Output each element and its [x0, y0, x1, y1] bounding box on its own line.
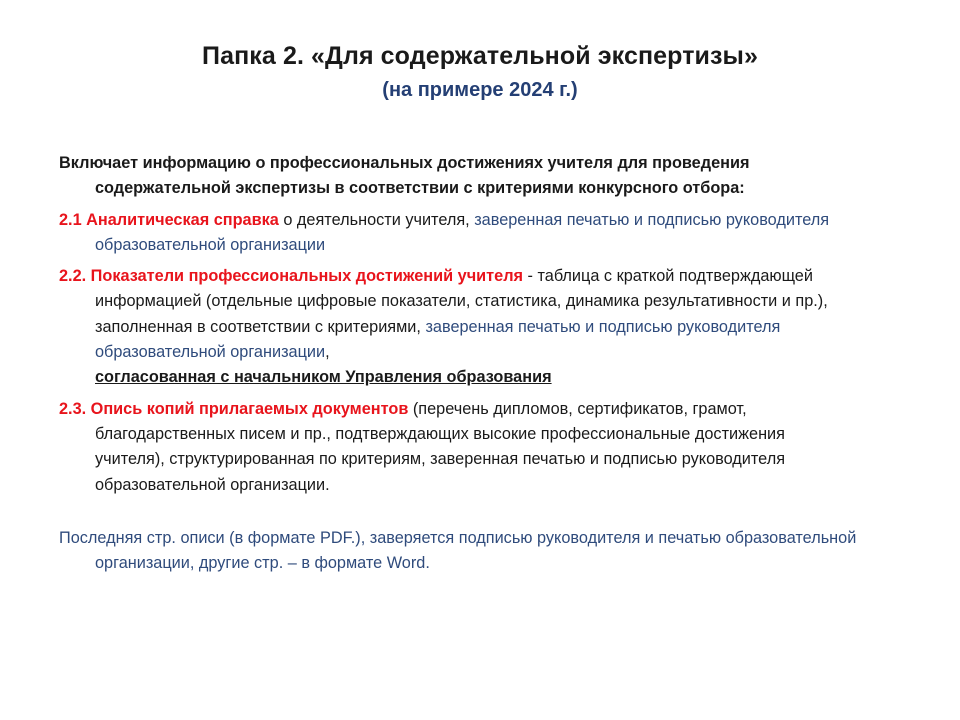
item1-certified: заверенная печатью и подписью руководителя образовательной организации — [95, 210, 830, 254]
slide-content — [59, 151, 859, 582]
intro-paragraph — [59, 151, 859, 202]
footer-note — [59, 526, 859, 577]
item1-heading: 2.1 Аналитическая справка — [59, 210, 279, 229]
footer-text: Последняя стр. описи (в формате PDF.), заверяется подписью руководителя и печатью образовательной организации, другие стр. – в формате Word. — [59, 528, 857, 573]
item3-heading: 2.3. Опись копий прилагаемых документов — [59, 399, 409, 418]
item2-heading: 2.2. Показатели профессиональных достижений учителя — [59, 267, 524, 286]
item3-text: (перечень дипломов, сертификатов, грамот, благодарственных писем и пр., подтверждающих высокие профессиональные достижения учителя), структурированная по критериям, заверенная печатью и подписью руководителя образовательной организации. — [95, 399, 786, 494]
item-documents-inventory — [59, 397, 859, 498]
item2-approved: согласованная с начальником Управления образования — [95, 368, 552, 387]
item2-text: - таблица с краткой подтверждающей информацией (отдельные цифровые показатели, статистика, динамика результативности и пр.), заполненная в соответствии с критериями, — [95, 267, 828, 336]
item1-text: о деятельности учителя, — [278, 210, 475, 229]
item-analytical-report — [59, 208, 859, 259]
item2-comma: , — [325, 343, 330, 362]
slide-title: Папка 2. «Для содержательной экспертизы» — [202, 42, 758, 70]
item-achievements-indicators — [59, 264, 859, 390]
intro-text: Включает информацию о профессиональных достижениях учителя для проведения содержательной экспертизы в соответствии с критериями конкурсного отбора: — [59, 154, 750, 198]
item2-certified: заверенная печатью и подписью руководителя образовательной организации — [95, 317, 781, 362]
slide-subtitle: (на примере 2024 г.) — [382, 79, 578, 101]
